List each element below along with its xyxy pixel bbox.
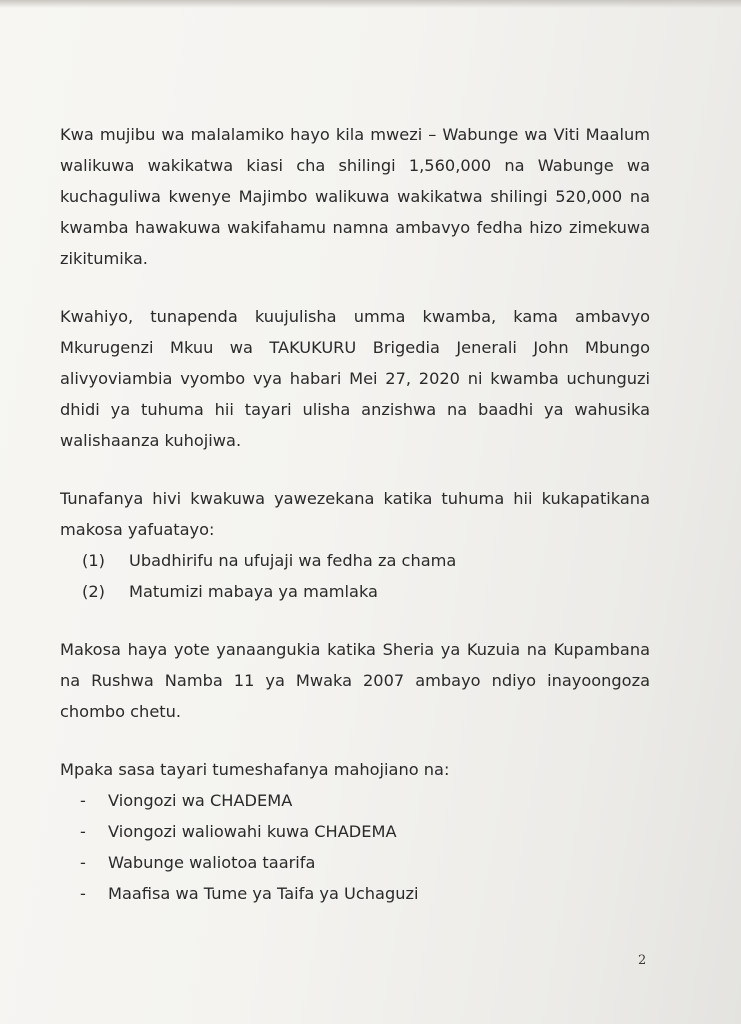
list-dash: - (80, 884, 86, 903)
paragraph-offences-intro: Tunafanya hivi kwakuwa yawezekana katika tuhuma hii kukapatikana makosa yafuatayo: (60, 489, 650, 539)
list-item (60, 785, 650, 816)
list-number: (2) (82, 582, 105, 601)
list-item-text: Matumizi mabaya ya mamlaka (129, 582, 378, 601)
paragraph-complaints: Kwa mujibu wa malalamiko hayo kila mwezi – Wabunge wa Viti Maalum walikuwa wakikatwa kiasi cha shilingi 1,560,000 na Wabunge wa kuchaguliwa kwenye Majimbo walikuwa wakikatwa shilingi 520,000 na kwamba hawakuwa wakifahamu namna ambavyo fedha hizo zimekuwa zikitumika. (60, 125, 650, 268)
list-dash: - (80, 853, 86, 872)
list-dash: - (80, 791, 86, 810)
interviewed-list (60, 785, 650, 909)
page-edge-shadow (0, 0, 741, 8)
list-item-text: Viongozi wa CHADEMA (108, 791, 293, 810)
list-item-text: Wabunge waliotoa taarifa (108, 853, 316, 872)
paragraph-investigation: Kwahiyo, tunapenda kuujulisha umma kwamba, kama ambavyo Mkurugenzi Mkuu wa TAKUKURU Brigedia Jenerali John Mbungo alivyoviambia vyombo vya habari Mei 27, 2020 ni kwamba uchunguzi dhidi ya tuhuma hii tayari ulisha anzishwa na baadhi ya wahusika walishaanza kuhojiwa. (60, 307, 650, 450)
list-item (60, 816, 650, 847)
offences-list (60, 545, 650, 607)
paragraph-law: Makosa haya yote yanaangukia katika Sheria ya Kuzuia na Kupambana na Rushwa Namba 11 ya Mwaka 2007 ambayo ndiyo inayoongoza chombo chetu. (60, 640, 650, 721)
document-body (60, 119, 650, 909)
paragraph-interviews-intro: Mpaka sasa tayari tumeshafanya mahojiano na: (60, 760, 450, 779)
list-item-text: Ubadhirifu na ufujaji wa fedha za chama (129, 551, 457, 570)
list-item (60, 545, 650, 576)
list-item-text: Maafisa wa Tume ya Taifa ya Uchaguzi (108, 884, 419, 903)
page-number: 2 (638, 953, 647, 968)
list-item-text: Viongozi waliowahi kuwa CHADEMA (108, 822, 397, 841)
list-item (60, 847, 650, 878)
list-number: (1) (82, 551, 105, 570)
list-item (60, 576, 650, 607)
list-item (60, 878, 650, 909)
list-dash: - (80, 822, 86, 841)
